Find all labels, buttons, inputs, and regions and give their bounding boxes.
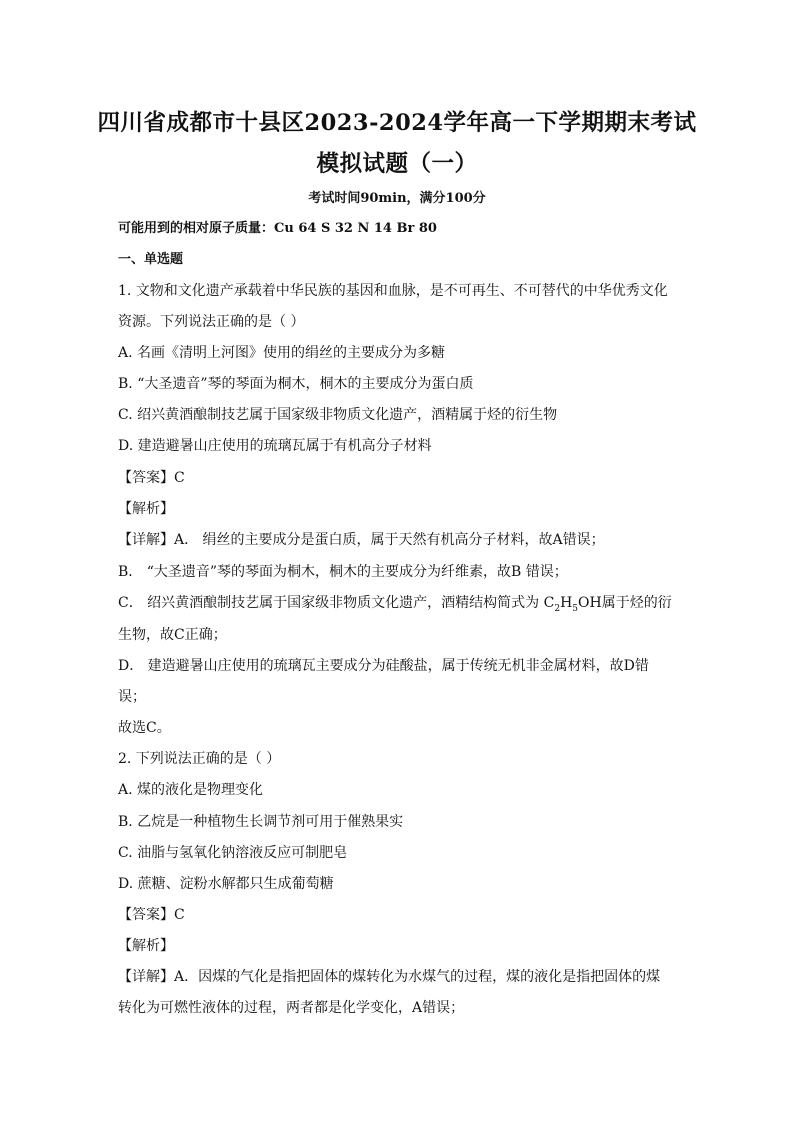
q2-option-d: D. 蔗糖、淀粉水解都只生成葡萄糖 [118,876,334,892]
q1-option-a: A. 名画《清明上河图》使用的绢丝的主要成分为多糖 [118,345,446,361]
q2-analysis-label: 【解析】 [118,938,174,954]
q1-detail-c-post: OH属于烃的衍 [578,595,672,611]
q1-formula-sub-5: 5 [572,603,579,614]
q1-option-b: B. “大圣遗音”琴的琴面为桐木，桐木的主要成分为蛋白质 [118,376,474,392]
q1-option-c: C. 绍兴黄酒酿制技艺属于国家级非物质文化遗产，酒精属于烃的衍生物 [118,407,558,423]
q1-analysis-label: 【解析】 [118,501,174,517]
q1-stem-line1: 1. 文物和文化遗产承载着中华民族的基因和血脉，是不可再生、不可替代的中华优秀文化 [118,283,668,299]
q1-stem-line2: 资源。下列说法正确的是（ ） [118,314,305,330]
q2-detail-line2: 转化为可燃性液体的过程，两者都是化学变化，A错误； [118,1000,465,1016]
q2-option-b: B. 乙烷是一种植物生长调节剂可用于催熟果实 [118,814,404,830]
q1-detail-c-line2: 生物，故C正确； [118,627,227,643]
q2-stem: 2. 下列说法正确的是（ ） [118,751,281,767]
q2-option-a: A. 煤的液化是物理变化 [118,782,264,798]
document-title-line1: 四川省成都市十县区2023-2024学年高一下学期期末考试 [97,110,697,136]
q1-formula-sub-2: 2 [554,603,561,614]
q1-detail-d-line1: D． 建造避暑山庄使用的琉璃瓦主要成分为硅酸盐，属于传统无机非金属材料，故D错 [118,658,649,674]
atomic-mass-line: 可能用到的相对原子质量：Cu 64 S 32 N 14 Br 80 [118,221,437,236]
q1-detail-c-pre: C． 绍兴黄酒酿制技艺属于国家级非物质文化遗产，酒精结构简式为 C [118,595,555,611]
q1-conclusion: 故选C。 [118,720,171,736]
q1-detail-b: B． “大圣遗音”琴的琴面为桐木，桐木的主要成分为纤维素，故B 错误； [118,564,568,580]
q2-answer: 【答案】C [118,907,185,923]
q1-detail-d-line2: 误； [118,689,146,705]
section-heading: 一、单选题 [118,252,184,267]
q1-option-d: D. 建造避暑山庄使用的琉璃瓦属于有机高分子材料 [118,438,432,454]
q1-answer: 【答案】C [118,470,185,486]
document-title-line2: 模拟试题（一） [316,151,478,177]
q1-detail-c [118,592,678,614]
q1-formula-h: H [560,595,573,611]
q1-detail-a: 【详解】A． 绢丝的主要成分是蛋白质，属于天然有机高分子材料，故A错误； [118,532,605,548]
q2-option-c: C. 油脂与氢氧化钠溶液反应可制肥皂 [118,845,348,861]
exam-info: 考试时间90min，满分100分 [308,191,486,206]
q2-detail-line1: 【详解】A．因煤的气化是指把固体的煤转化为水煤气的过程，煤的液化是指把固体的煤 [118,969,661,985]
